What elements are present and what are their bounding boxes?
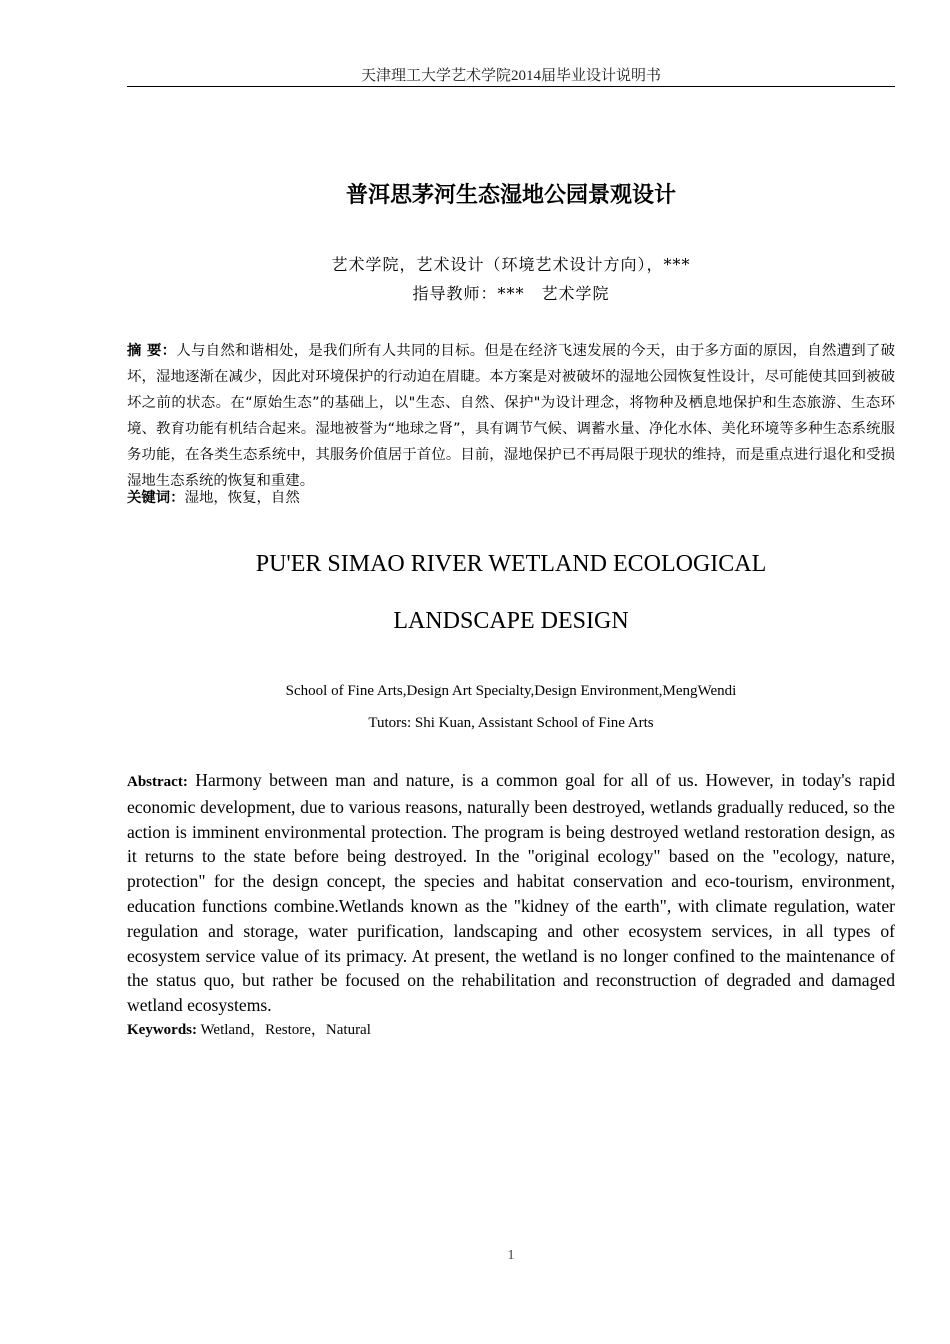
english-tutor-line: Tutors: Shi Kuan, Assistant School of Fine Arts: [368, 715, 654, 731]
chinese-abstract-label: 摘 要：: [127, 343, 177, 359]
english-title-line-1: PU'ER SIMAO RIVER WETLAND ECOLOGICAL: [255, 551, 767, 577]
english-abstract: [127, 768, 895, 1018]
running-header: 天津理工大学艺术学院2014届毕业设计说明书: [360, 68, 661, 84]
chinese-keywords: [127, 486, 895, 510]
chinese-keywords-text: 湿地，恢复，自然: [184, 490, 300, 506]
chinese-abstract: [127, 338, 895, 494]
header-rule: [127, 86, 895, 87]
chinese-abstract-text: 人与自然和谐相处，是我们所有人共同的目标。但是在经济飞速发展的今天，由于多方面的原因，自然遭到了破坏，湿地逐渐在减少，因此对环境保护的行动迫在眉睫。本方案是对被破坏的湿地公园恢复性设计，尽可能使其回到被破坏之前的状态。在“原始生态”的基础上，以"生态、自然、保护"为设计理念，将物种及栖息地保护和生态旅游、生态环境、教育功能有机结合起来。湿地被誉为“地球之肾”，具有调节气候、调蓄水量、净化水体、美化环境等多种生态系统服务功能，在各类生态系统中，其服务价值居于首位。目前，湿地保护已不再局限于现状的维持，而是重点进行退化和受损湿地生态系统的恢复和重建。: [127, 343, 895, 489]
english-abstract-label: Abstract:: [127, 774, 188, 790]
chinese-keywords-label: 关键词：: [127, 490, 185, 506]
page-number: 1: [507, 1248, 515, 1263]
english-keywords-text: Wetland，Restore，Natural: [197, 1022, 371, 1038]
chinese-author-line: 艺术学院，艺术设计（环境艺术设计方向），***: [331, 255, 691, 274]
english-keywords-label: Keywords:: [127, 1022, 197, 1038]
english-keywords: [127, 1019, 895, 1041]
english-title-line-2: LANDSCAPE DESIGN: [393, 608, 629, 634]
english-abstract-text: Harmony between man and nature, is a common goal for all of us. However, in today's rapid economic development, due to various reasons, naturally been destroyed, wetlands gradually reduced, so the action is imminent environmental protection. The program is being destroyed wetland restoration design, as it returns to the state before being destroyed. In the "original ecology" based on the "ecology, nature, protection" for the design concept, the species and habitat conservation and eco-tourism, environment, education functions combine.Wetlands known as the "kidney of the earth", with climate regulation, water regulation and storage, water purification, landscaping and other ecosystem services, in all types of ecosystem service value of its primacy. At present, the wetland is no longer confined to the maintenance of the status quo, but rather be focused on the rehabilitation and reconstruction of degraded and damaged wetland ecosystems.: [127, 770, 895, 1016]
english-author-line: School of Fine Arts,Design Art Specialty,Design Environment,MengWendi: [285, 683, 737, 699]
chinese-title: 普洱思茅河生态湿地公园景观设计: [345, 183, 676, 208]
chinese-tutor-line: 指导教师：*** 艺术学院: [412, 284, 610, 303]
